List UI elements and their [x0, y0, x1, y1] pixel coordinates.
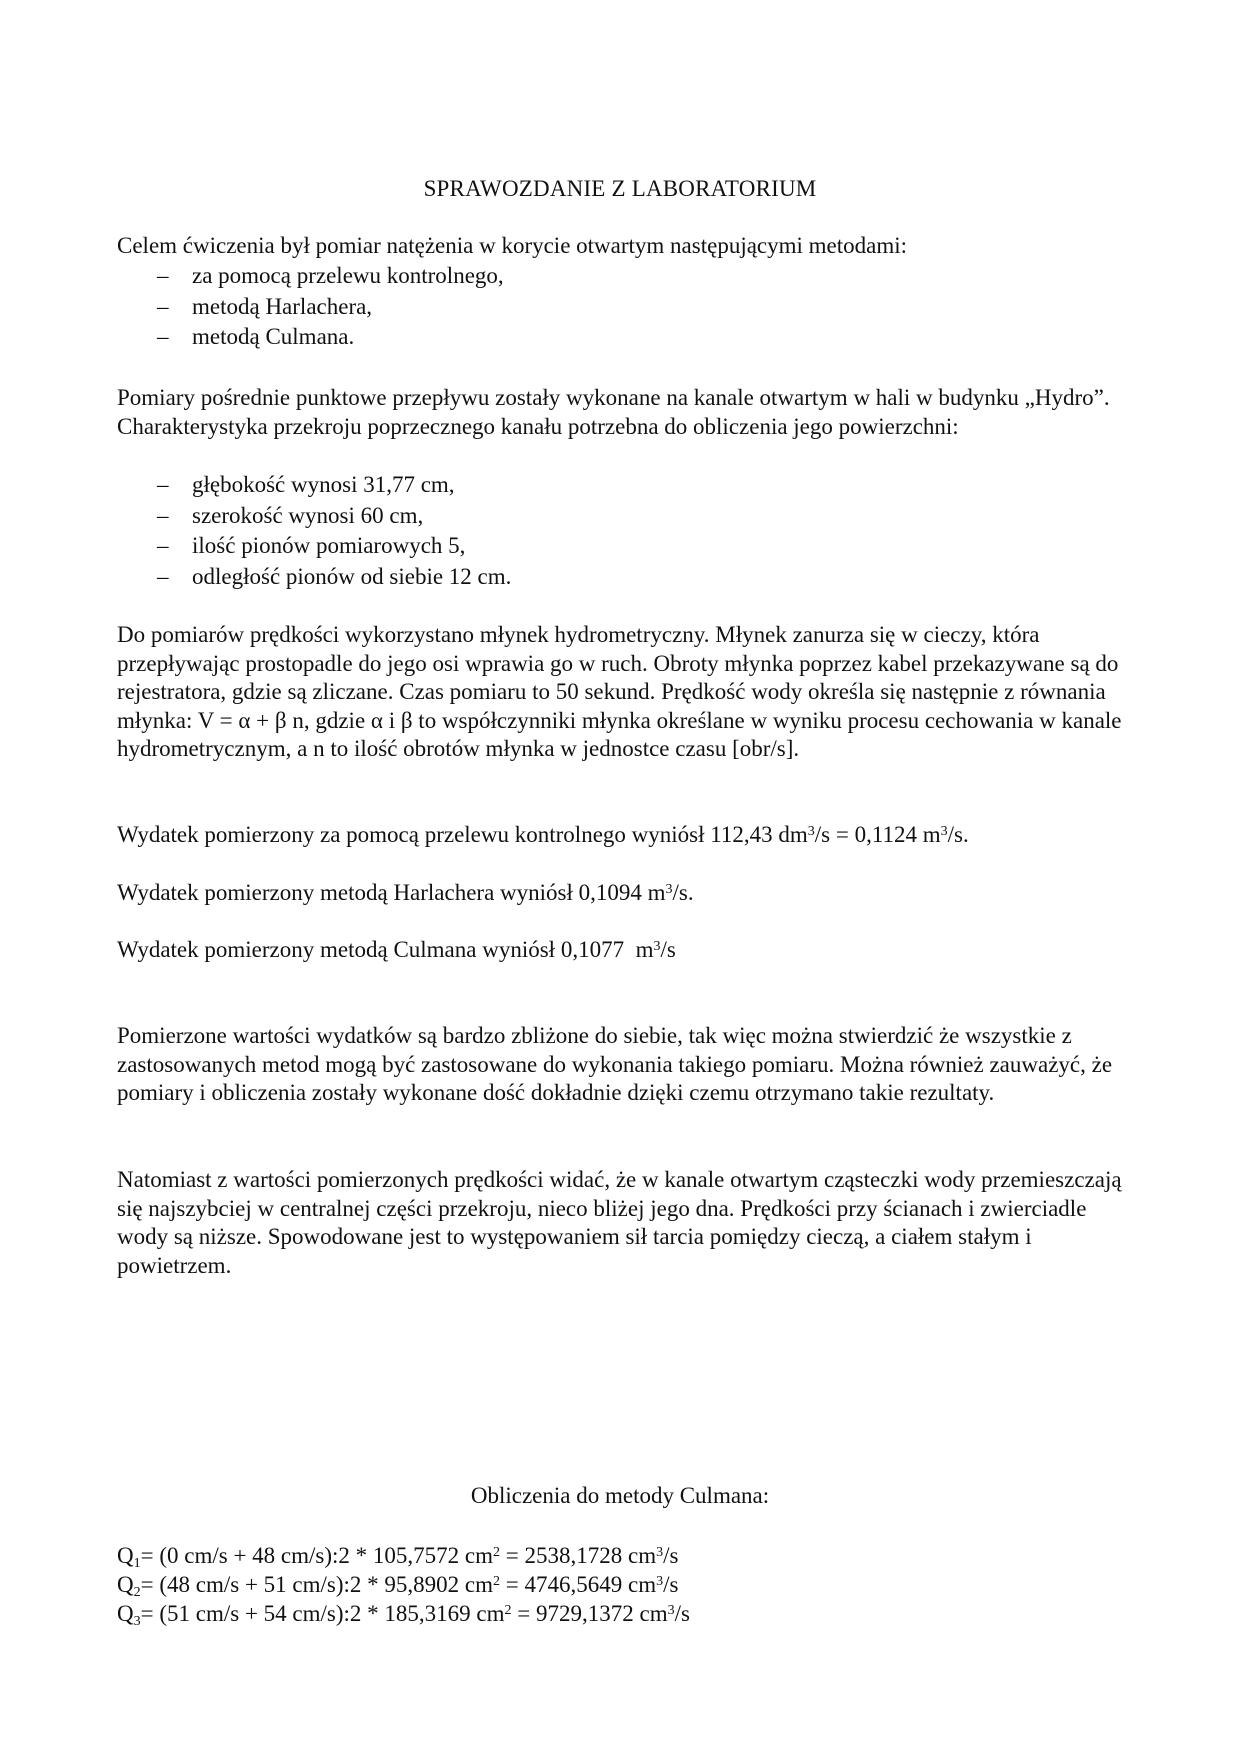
conclusion-paragraph-1: Pomierzone wartości wydatków są bardzo zbliżone do siebie, tak więc można stwierdzić że wszystkie z zastosowanych metod mogą być zastosowane do wykonania takiego pomiaru. Można również zauważyć, że pomiary i obliczenia zostały wykonane dość dokładnie dzięki czemu otrzymano takie rezultaty. — [117, 1023, 1113, 1105]
calculation-line: $Q_2= (48$ cm/s + 51 cm/s):2 * 95,8902 $cm^2 = 4746,5649$ $cm^3/s$ — [117, 1572, 679, 1600]
methods-list — [117, 261, 1117, 353]
list-item: – ilość pionów pomiarowych 5, — [157, 533, 466, 558]
list-item: – odległość pionów od siebie 12 cm. — [157, 563, 512, 589]
list-item: – metodą Harlachera, — [157, 293, 373, 319]
report-title: SPRAWOZDANIE Z LABORATORIUM — [423, 176, 817, 201]
list-item: – metodą Culmana. — [157, 324, 355, 349]
result-culman: Wydatek pomierzony metodą Culmana wyniósł 0,1077 $m^3/s$ — [117, 937, 676, 962]
intro-paragraph: Celem ćwiczenia był pomiar natężenia w korycie otwartym następującymi metodami: — [117, 233, 908, 258]
conclusion-paragraph-2: Natomiast z wartości pomierzonych prędkości widać, że w kanale otwartym cząsteczki wody przemieszczają się najszybciej w centralnej części przekroju, nieco bliżej jego dna. Prędkości przy ścianach i zwierciadle wody są niższe. Spowodowane jest to występowaniem sił tarcia pomiędzy cieczą, a ciałem stałym i powietrzem. — [117, 1167, 1122, 1278]
list-item: – szerokość wynosi 60 cm, — [157, 502, 424, 528]
result-weir: Wydatek pomierzony za pomocą przelewu kontrolnego wyniósł 112,43 $dm^3/s = 0,1124$ $m^3/s$. — [117, 822, 969, 847]
calculation-line: $Q_1= (0$ cm/s + 48 cm/s):2 * 105,7572 $cm^2 = 2538,1728$ $cm^3/s$ — [117, 1543, 679, 1571]
list-item: – głębokość wynosi 31,77 cm, — [157, 472, 455, 497]
calculations-title: Obliczenia do metody Culmana: — [470, 1483, 770, 1508]
result-harlacher: Wydatek pomierzony metodą Harlachera wyniósł 0,1094 $m^3/s$. — [117, 880, 694, 905]
channel-paragraph: Pomiary pośrednie punktowe przepływu zostały wykonane na kanale otwartym w hali w budynku „Hydro”. Charakterystyka przekroju poprzecznego kanału potrzebna do obliczenia jego powierzchni: — [117, 385, 1110, 439]
list-item: – za pomocą przelewu kontrolnego, — [157, 263, 504, 288]
channel-list — [117, 470, 1117, 592]
calculation-line: $Q_3= (51$ cm/s + 54 cm/s):2 * 185,3169 $cm^2 = 9729,1372$ $cm^3/s$ — [117, 1601, 690, 1629]
method-paragraph: Do pomiarów prędkości wykorzystano młynek hydrometryczny. Młynek zanurza się w cieczy, która przepływając prostopadle do jego osi wprawia go w ruch. Obroty młynka poprzez kabel przekazywane są do rejestratora, gdzie są zliczane. Czas pomiaru to 50 sekund. Prędkość wody określa się następnie z równania młynka: V = α + β n, gdzie α i β to współczynniki młynka określane w wyniku procesu cechowania w kanale hydrometrycznym, a n to ilość obrotów młynka w jednostce czasu [obr/s]. — [117, 622, 1122, 761]
